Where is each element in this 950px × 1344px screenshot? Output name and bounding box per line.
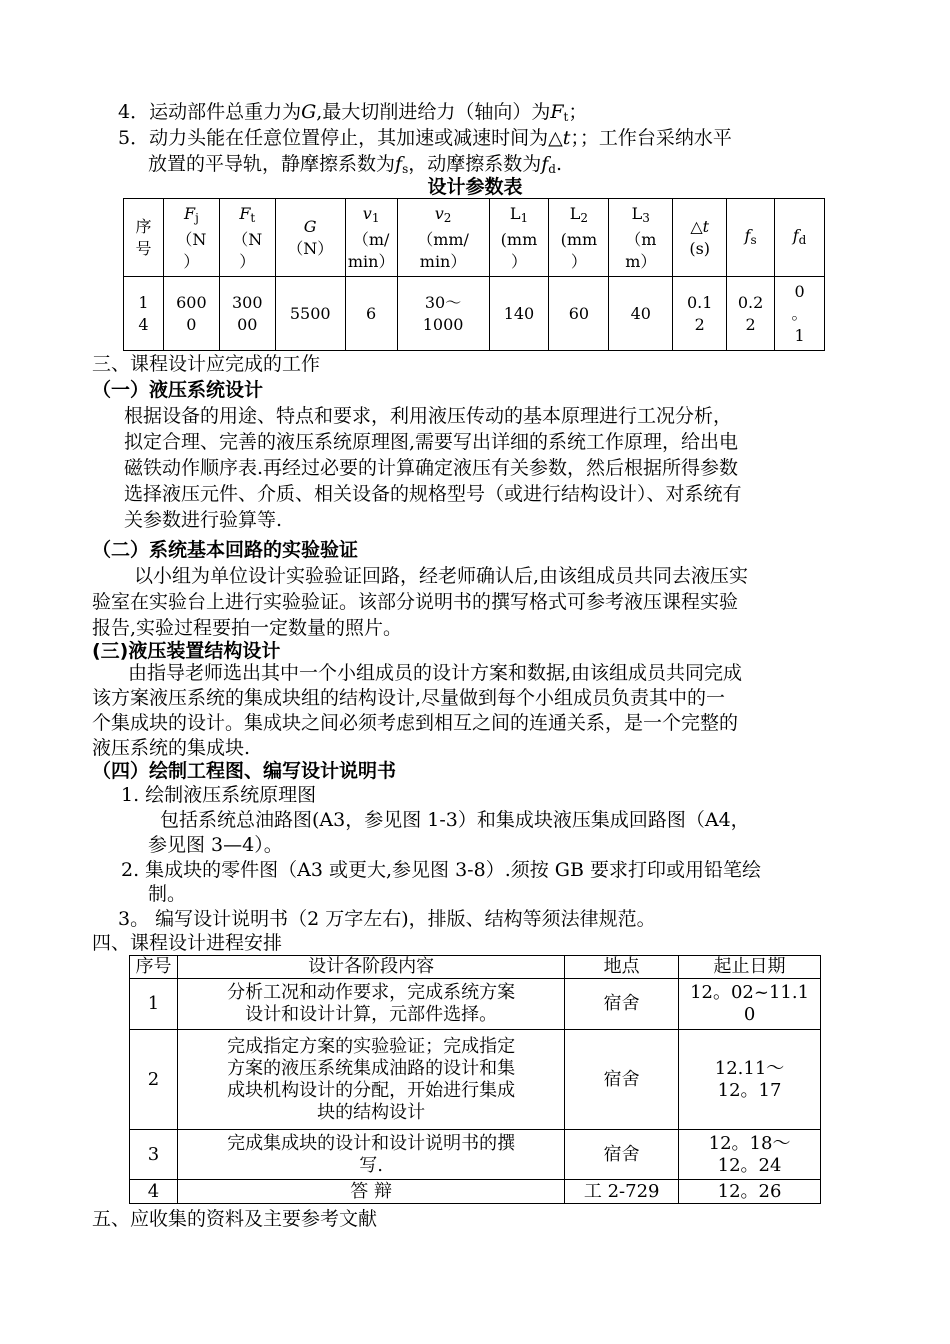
param-value-fd: 0 。 1 [775,277,825,351]
sec3-sub3-line2: 该方案液压系统的集成块组的结构设计,尽量做到每个小组成员负责其中的一 [92,687,726,709]
param-header-row [124,199,825,277]
schedule-row3-place: 宿舍 [565,1130,679,1180]
param-header-l3: $L_3$ （m m） [609,199,673,277]
sec3-sub4-item2-line1: 2. 集成块的零件图（A3 或更大,参见图 3-8）.须按 GB 要求打印或用铅笔绘 [121,859,761,881]
schedule-row3-content: 完成集成块的设计和设计说明书的撰 写. [177,1130,564,1180]
param-value-seq: 1 4 [124,277,164,351]
req-item-4: 4．运动部件总重力为G,最大切削进给力（轴向）为$F_t$； [118,101,588,124]
sec3-sub2-line2: 验室在实验台上进行实验验证。该部分说明书的撰写格式可参考液压课程实验 [92,591,739,613]
sec3-sub2-line3: 报告,实验过程要拍一定数量的照片。 [92,617,403,639]
schedule-row [130,979,821,1030]
sec3-sub1-line4: 选择液压元件、介质、相关设备的规格型号（或进行结构设计）、对系统有 [124,483,742,505]
param-value-row [124,277,825,351]
sec3-sub1-line5: 关参数进行验算等. [124,509,283,531]
param-value-dt: 0.1 2 [673,277,727,351]
schedule-row4-place: 工 2-729 [565,1180,679,1204]
schedule-row [130,1030,821,1130]
sec4-title: 四、课程设计进程安排 [92,932,283,954]
sec3-sub4-item1-line2: 参见图 3—4）。 [148,834,283,856]
schedule-header-seq: 序号 [130,956,178,979]
param-value-l2: 60 [549,277,609,351]
schedule-row1-place: 宿舍 [565,979,679,1030]
req-item-5-line2: 放置的平导轨，静摩擦系数为$f_s$，动摩擦系数为$f_d$. [148,153,563,176]
sec3-sub2-title: （二）系统基本回路的实验验证 [92,539,359,561]
schedule-row3-date: 12。18～ 12。24 [679,1130,821,1180]
schedule-row4-date: 12。26 [679,1180,821,1204]
param-header-g: G （N） [275,199,345,277]
param-table [123,198,825,351]
sec3-sub3-line4: 液压系统的集成块. [92,737,251,759]
param-header-dt: △t (s) [673,199,727,277]
param-header-v1: $v_1$ （m/ min） [345,199,397,277]
schedule-row4-content: 答 辩 [177,1180,564,1204]
sec3-sub4-item1-line1: 包括系统总油路图(A3，参见图 1-3）和集成块液压集成回路图（A4， [160,809,750,831]
req-item-5-line1: 5．动力头能在任意位置停止，其加速或减速时间为△t；；工作台采纳水平 [118,127,732,149]
schedule-row2-seq: 2 [130,1030,178,1130]
schedule-row1-content: 分析工况和动作要求，完成系统方案 设计和设计计算，元部件选择。 [177,979,564,1030]
param-value-l3: 40 [609,277,673,351]
param-header-fd: $f_d$ [775,199,825,277]
param-header-seq: 序 号 [124,199,164,277]
schedule-row2-place: 宿舍 [565,1030,679,1130]
sec3-sub2-line1: 以小组为单位设计实验验证回路，经老师确认后,由该组成员共同去液压实 [134,565,749,587]
param-value-fs: 0.2 2 [727,277,775,351]
sec3-sub4-title: （四）绘制工程图、编写设计说明书 [92,760,397,782]
schedule-table [129,955,821,1204]
param-header-ft: $F_t$ （N ） [219,199,275,277]
sec3-sub1-line1: 根据设备的用途、特点和要求，利用液压传动的基本原理进行工况分析， [124,405,733,427]
sec5-title: 五、应收集的资料及主要参考文献 [92,1208,378,1230]
sec3-sub3-title: (三)液压装置结构设计 [92,640,281,662]
schedule-header-content: 设计各阶段内容 [177,956,564,979]
sec3-sub1-title: （一）液压系统设计 [92,379,264,401]
param-value-v2: 30～ 1000 [397,277,489,351]
schedule-row [130,1180,821,1204]
sec3-sub3-line3: 个集成块的设计。集成块之间必须考虑到相互之间的连通关系，是一个完整的 [92,712,739,734]
schedule-header-date: 起止日期 [679,956,821,979]
schedule-row4-seq: 4 [130,1180,178,1204]
param-value-l1: 140 [489,277,549,351]
sec3-sub4-item2-line2: 制。 [148,883,187,905]
sec3-sub4-item3: 3。 编写设计说明书（2 万字左右)，排版、结构等须法律规范。 [118,908,656,930]
sec3-sub1-line3: 磁铁动作顺序表.再经过必要的计算确定液压有关参数，然后根据所得参数 [124,457,739,479]
param-header-v2: $v_2$ （mm/ min） [397,199,489,277]
sec3-sub1-line2: 拟定合理、完善的液压系统原理图,需要写出详细的系统工作原理，给出电 [124,431,739,453]
schedule-row3-seq: 3 [130,1130,178,1180]
param-value-v1: 6 [345,277,397,351]
param-header-l1: $L_1$ (mm ） [489,199,549,277]
schedule-header-row [130,956,821,979]
schedule-row2-date: 12.11～ 12。17 [679,1030,821,1130]
sec3-sub3-line1: 由指导老师选出其中一个小组成员的设计方案和数据,由该组成员共同完成 [128,662,743,684]
param-header-l2: $L_2$ (mm ） [549,199,609,277]
param-value-ft: 300 00 [219,277,275,351]
sec3-sub4-item1: 1. 绘制液压系统原理图 [121,784,317,806]
schedule-row1-seq: 1 [130,979,178,1030]
param-header-fs: $f_s$ [727,199,775,277]
param-table-title: 设计参数表 [427,176,523,198]
schedule-row1-date: 12。02~11.1 0 [679,979,821,1030]
param-value-g: 5500 [275,277,345,351]
schedule-header-place: 地点 [565,956,679,979]
param-value-fj: 600 0 [163,277,219,351]
param-header-fj: $F_j$ （N ） [163,199,219,277]
schedule-row [130,1130,821,1180]
sec3-title: 三、课程设计应完成的工作 [92,353,321,375]
schedule-row2-content: 完成指定方案的实验验证；完成指定 方案的液压系统集成油路的设计和集 成块机构设计的分配，开始进行集成 块的结构设计 [177,1030,564,1130]
